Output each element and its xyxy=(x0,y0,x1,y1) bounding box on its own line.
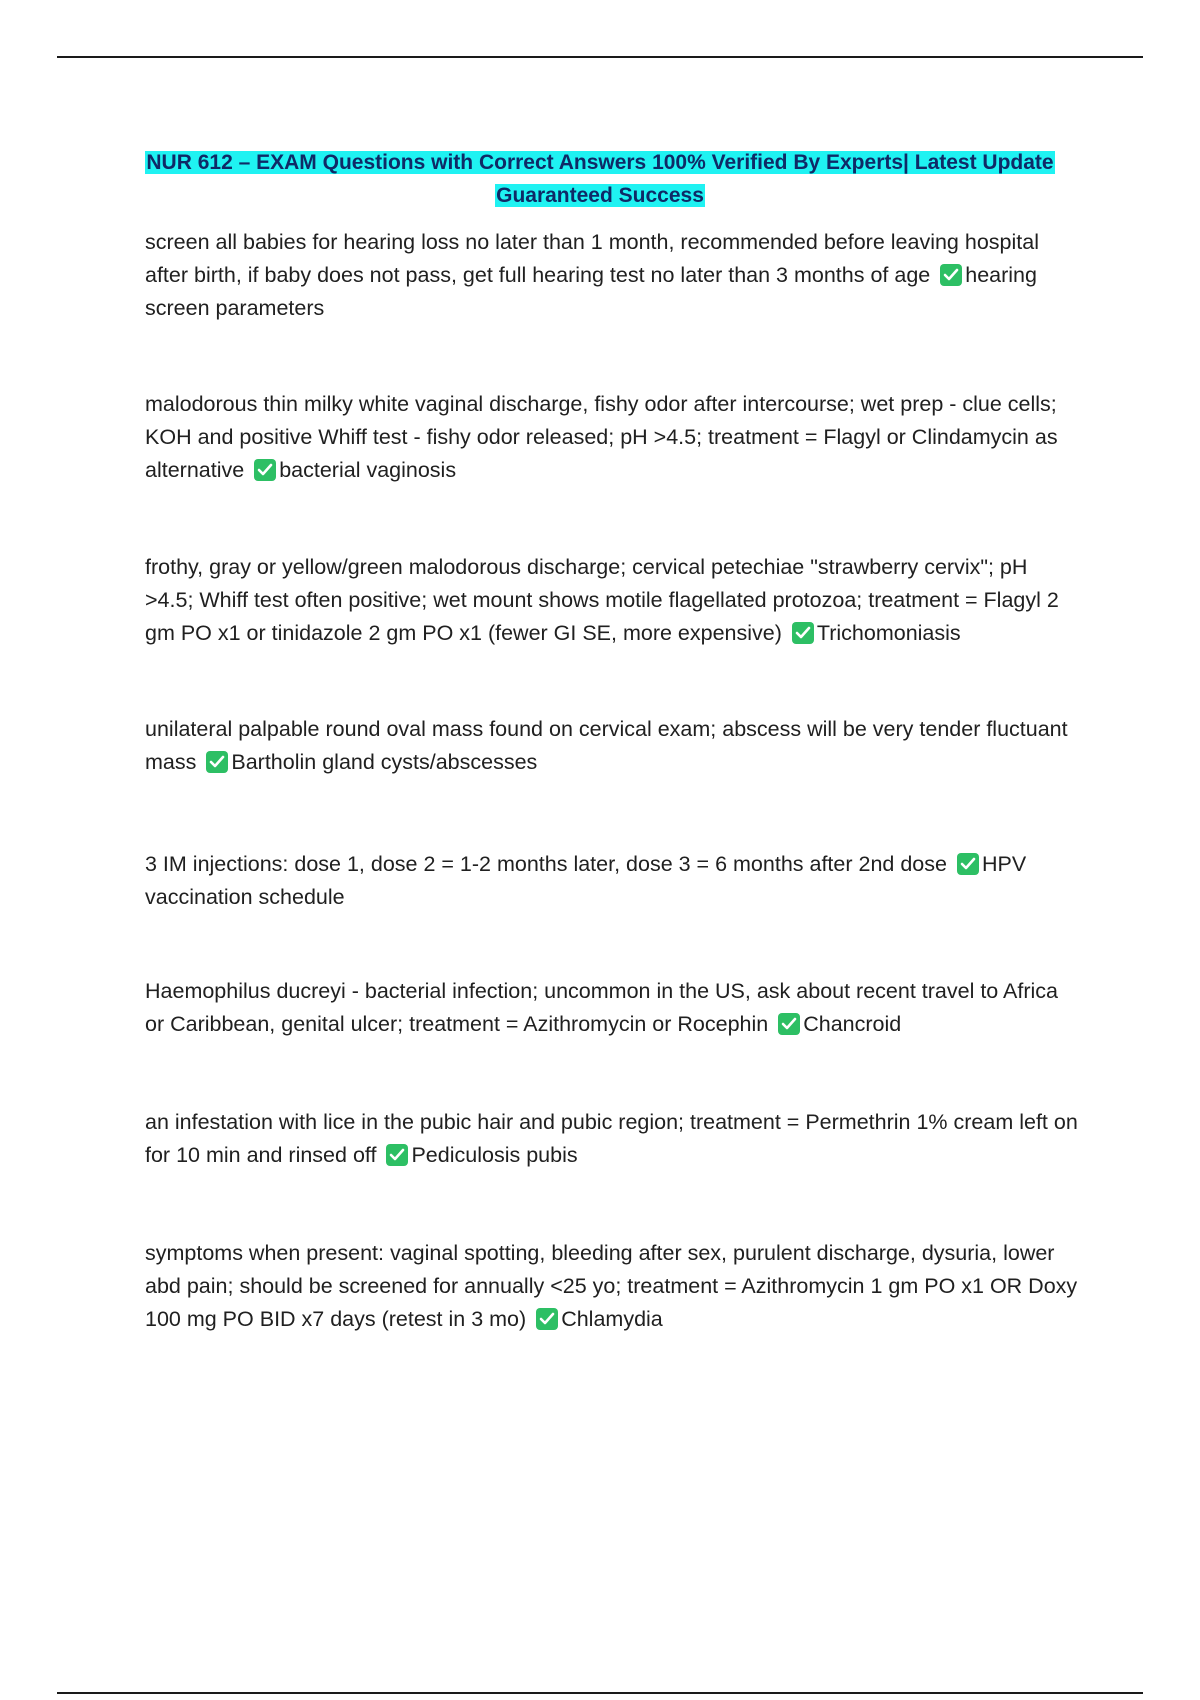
answer-text: Trichomoniasis xyxy=(816,621,961,645)
answer-text: hearing screen parameters xyxy=(145,263,1037,320)
check-mark-icon xyxy=(957,853,979,875)
qa-item-5 xyxy=(145,848,1080,914)
question-text: screen all babies for hearing loss no later than 1 month, recommended before leaving hospital after birth, if baby does not pass, get full hearing test no later than 3 months of age xyxy=(145,230,1039,287)
qa-item-3 xyxy=(145,551,1080,650)
check-mark-icon xyxy=(792,622,814,644)
check-mark-icon xyxy=(254,459,276,481)
qa-item-7 xyxy=(145,1106,1080,1172)
qa-item-1 xyxy=(145,226,1080,325)
check-mark-icon xyxy=(536,1308,558,1330)
answer-text: bacterial vaginosis xyxy=(279,458,457,482)
title-line-2: Guaranteed Success xyxy=(496,184,704,207)
question-text: frothy, gray or yellow/green malodorous discharge; cervical petechiae "strawberry cervix"; pH >4.5; Whiff test often positive; wet mount shows motile flagellated protozoa; treatment = Flagyl 2 gm PO x1 or tinidazole 2 gm PO x1 (fewer GI SE, more expensive) xyxy=(145,555,1059,645)
answer-text: Chlamydia xyxy=(561,1307,663,1331)
check-mark-icon xyxy=(778,1013,800,1035)
qa-item-2 xyxy=(145,388,1080,487)
question-text: an infestation with lice in the pubic hair and pubic region; treatment = Permethrin 1% cream left on for 10 min and rinsed off xyxy=(145,1110,1078,1167)
answer-text: Chancroid xyxy=(803,1012,902,1036)
qa-item-8 xyxy=(145,1237,1080,1336)
answer-text: HPV vaccination schedule xyxy=(145,852,1027,909)
bottom-rule xyxy=(57,1692,1143,1694)
answer-text: Pediculosis pubis xyxy=(411,1143,578,1167)
qa-item-6 xyxy=(145,975,1080,1041)
check-mark-icon xyxy=(940,264,962,286)
question-text: symptoms when present: vaginal spotting, bleeding after sex, purulent discharge, dysuria, lower abd pain; should be screened for annually <25 yo; treatment = Azithromycin 1 gm PO x1 OR Doxy 100 mg PO BID x7 days (retest in 3 mo) xyxy=(145,1241,1078,1331)
answer-text: Bartholin gland cysts/abscesses xyxy=(231,750,538,774)
question-text: malodorous thin milky white vaginal discharge, fishy odor after intercourse; wet prep - clue cells; KOH and positive Whiff test - fishy odor released; pH >4.5; treatment = Flagyl or Clindamycin as alternative xyxy=(145,392,1058,482)
check-mark-icon xyxy=(206,751,228,773)
check-mark-icon xyxy=(386,1144,408,1166)
document-title xyxy=(120,146,1080,212)
question-text: Haemophilus ducreyi - bacterial infection; uncommon in the US, ask about recent travel to Africa or Caribbean, genital ulcer; treatment = Azithromycin or Rocephin xyxy=(145,979,1059,1036)
qa-item-4 xyxy=(145,713,1080,779)
title-line-1: NUR 612 – EXAM Questions with Correct Answers 100% Verified By Experts| Latest Update xyxy=(146,151,1054,174)
question-text: 3 IM injections: dose 1, dose 2 = 1-2 months later, dose 3 = 6 months after 2nd dose xyxy=(145,852,947,876)
top-rule xyxy=(57,56,1143,58)
question-text: unilateral palpable round oval mass found on cervical exam; abscess will be very tender fluctuant mass xyxy=(145,717,1068,774)
